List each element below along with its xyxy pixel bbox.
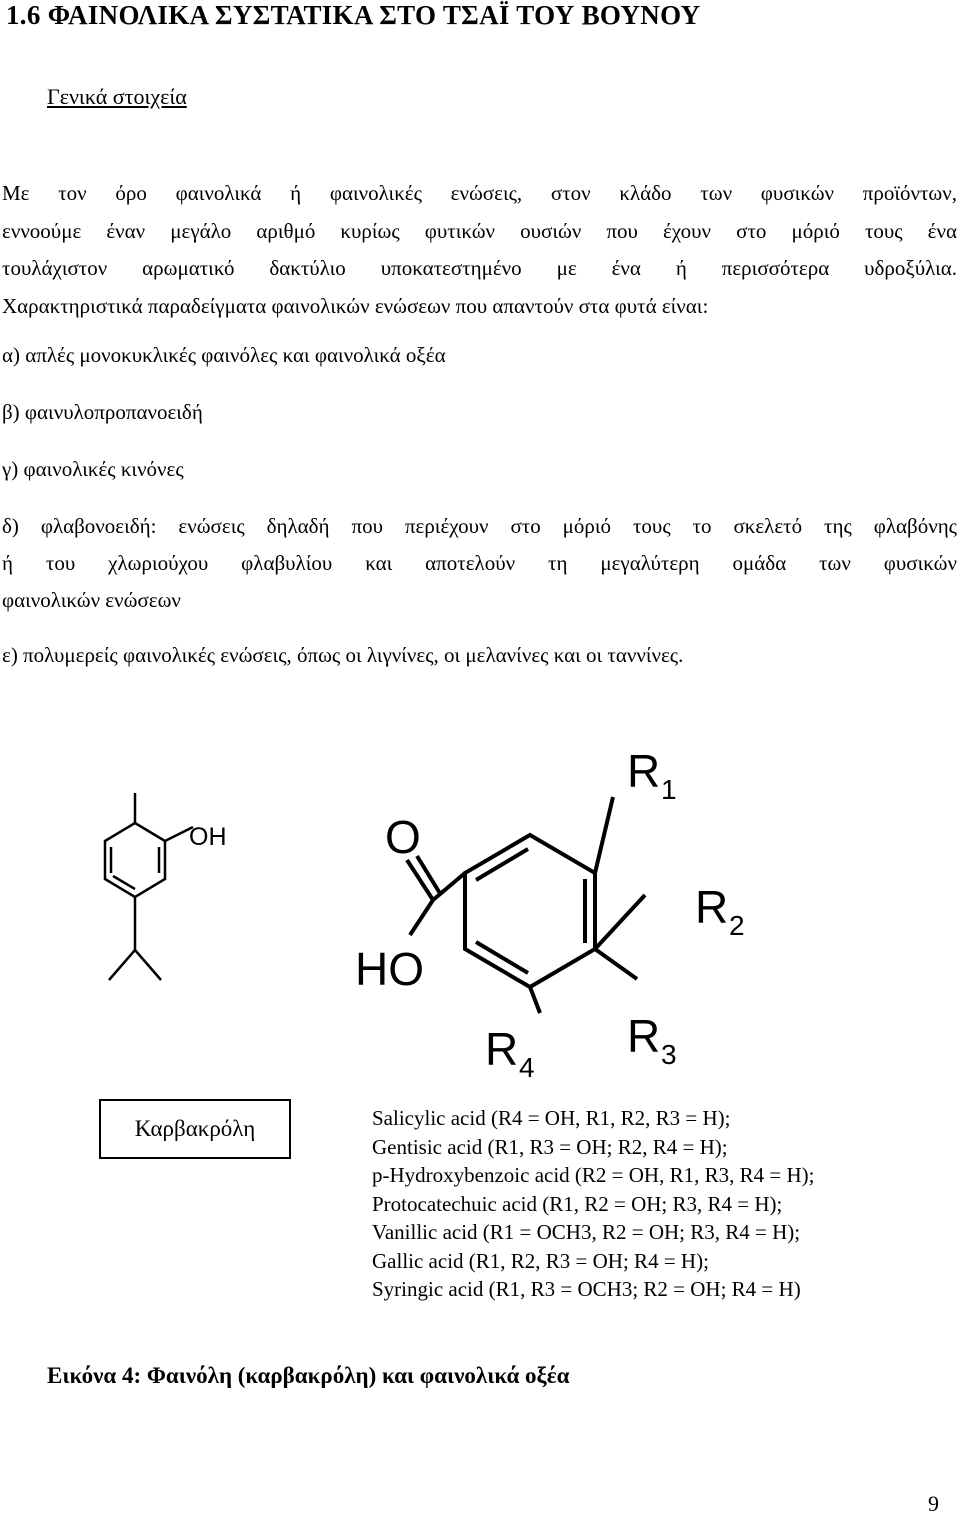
- acid-o-label: O: [385, 811, 421, 863]
- carvacrol-oh-label: OH: [189, 823, 227, 851]
- acid-row-p-hydroxybenzoic: p-Hydroxybenzoic acid (R2 = OH, R1, R3, R4 = H);: [372, 1163, 815, 1187]
- intro-line-4: Χαρακτηριστικά παραδείγματα φαινολικών ενώσεων που απαντούν στα φυτά είναι:: [2, 293, 709, 318]
- svg-text:R: R: [695, 881, 729, 933]
- intro-line-1: Με τον όρο φαινολικά ή φαινολικές ενώσεις, στον κλάδο των φυσικών προϊόντων,: [2, 181, 957, 205]
- r2-bond: [595, 895, 645, 949]
- list-item-d-line-2: ή του χλωριούχου φλαβυλίου και αποτελούν τη μεγαλύτερη ομάδα των φυσικών: [2, 551, 957, 575]
- list-item-a: α) απλές μονοκυκλικές φαινόλες και φαινολικά οξέα: [2, 343, 446, 367]
- list-item-e: ε) πολυμερείς φαινολικές ενώσεις, όπως οι λιγνίνες, οι μελανίνες και οι ταννίνες.: [2, 643, 684, 667]
- svg-text:4: 4: [519, 1052, 535, 1083]
- carvacrol-structure: [95, 785, 245, 1015]
- acid-row-salicylic: Salicylic acid (R4 = OH, R1, R2, R3 = H);: [372, 1106, 731, 1130]
- acid-row-gentisic: Gentisic acid (R1, R3 = OH; R2, R4 = H);: [372, 1134, 728, 1159]
- carvacrol-label: Καρβακρόλη: [134, 1116, 256, 1141]
- list-item-d: [2, 508, 957, 619]
- r3-label: [627, 1010, 677, 1070]
- intro-line-2: εννοούμε έναν μεγάλο αριθμό κυρίως φυτικών ουσιών που έχουν στο μόριό τους ένα: [2, 218, 957, 243]
- figure-caption: Εικόνα 4: Φαινόλη (καρβακρόλη) και φαινολικά οξέα: [47, 1363, 570, 1388]
- benzene-ring: [105, 823, 165, 897]
- list-item-c: γ) φαινολικές κινόνες: [2, 457, 184, 481]
- list-item-d-line-3: φαινολικών ενώσεων: [2, 588, 181, 612]
- svg-text:2: 2: [729, 910, 745, 941]
- section-heading: 1.6 ΦΑΙΝΟΛΙΚΑ ΣΥΣΤΑΤΙΚΑ ΣΤΟ ΤΣΑΪ ΤΟΥ ΒΟΥΝΟΥ: [6, 0, 701, 30]
- svg-text:R: R: [485, 1023, 519, 1075]
- acid-benzene-ring: [465, 835, 595, 987]
- acid-row-gallic: Gallic acid (R1, R2, R3 = OH; R4 = H);: [372, 1248, 709, 1273]
- svg-text:3: 3: [661, 1039, 677, 1070]
- subsection-heading: Γενικά στοιχεία: [47, 84, 187, 109]
- list-item-d-line-1: δ) φλαβονοειδή: ενώσεις δηλαδή που περιέχουν στο μόριό τους το σκελετό της φλαβόνης: [2, 514, 957, 538]
- phenolic-acid-list: [372, 1104, 814, 1304]
- r2-label: [695, 881, 745, 941]
- r1-label: [627, 745, 677, 805]
- carvacrol-label-box: [99, 1099, 291, 1159]
- acid-row-protocatechuic: Protocatechuic acid (R1, R2 = OH; R3, R4 = H);: [372, 1191, 783, 1216]
- r4-label: [485, 1023, 535, 1083]
- svg-text:R: R: [627, 745, 661, 797]
- acid-row-vanillic: Vanillic acid (R1 = OCH3, R2 = OH; R3, R4 = H);: [372, 1220, 801, 1244]
- svg-text:1: 1: [661, 774, 677, 805]
- intro-paragraph: [2, 175, 957, 325]
- intro-line-3: τουλάχιστον αρωματικό δακτύλιο υποκατεστημένο με ένα ή περισσότερα υδροξύλια.: [2, 256, 957, 280]
- phenolic-acid-structure: [345, 735, 765, 1085]
- r1-bond: [595, 797, 613, 873]
- page-number: 9: [928, 1491, 939, 1516]
- list-item-b: β) φαινυλοπροπανοειδή: [2, 400, 203, 424]
- acid-ho-label: HO: [355, 943, 424, 995]
- svg-text:R: R: [627, 1010, 661, 1062]
- acid-row-syringic: Syringic acid (R1, R3 = OCH3; R2 = OH; R4 = H): [372, 1277, 801, 1301]
